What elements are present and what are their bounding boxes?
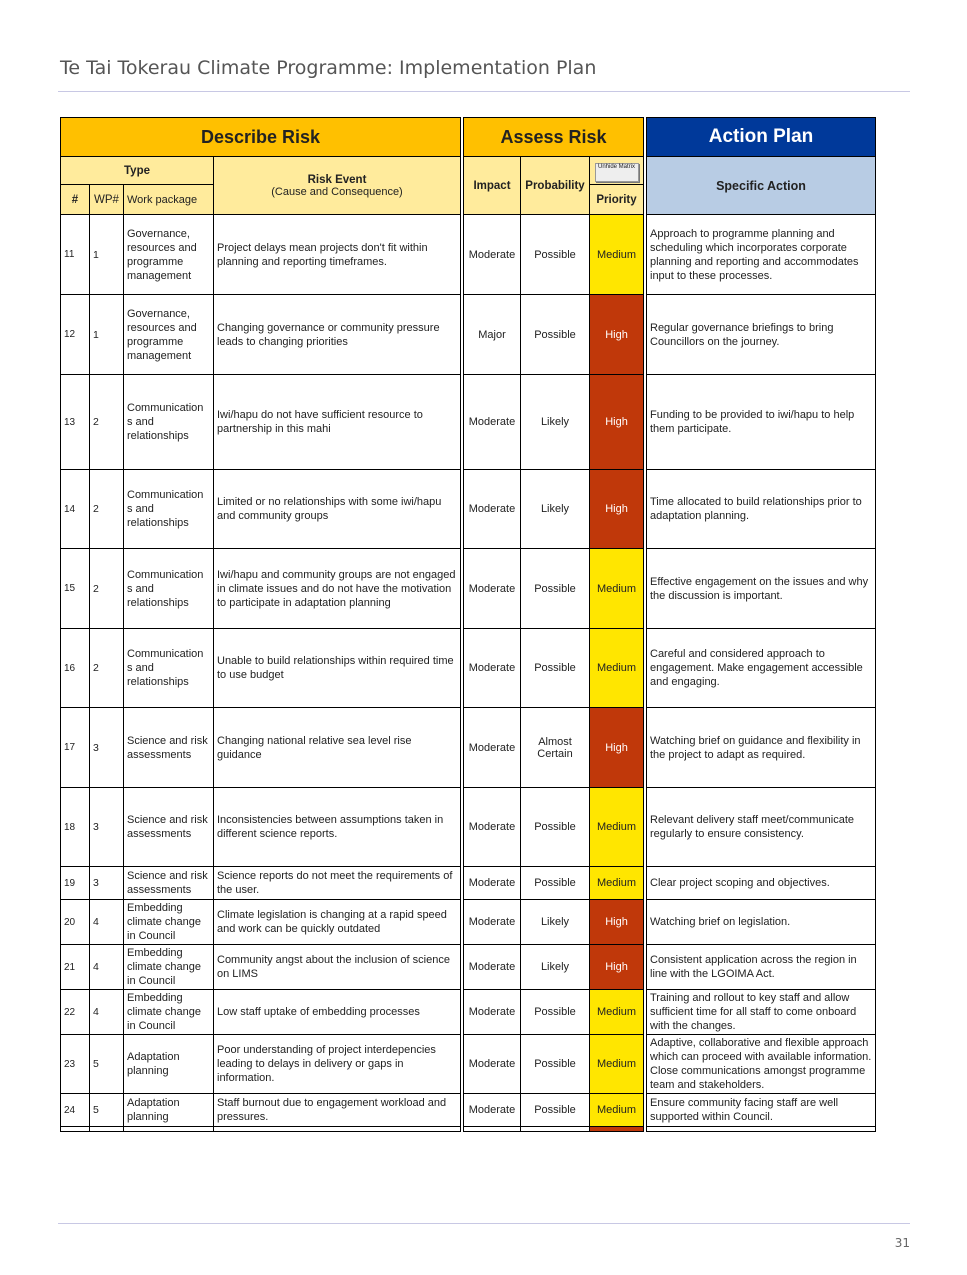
- work-package-number: 3: [90, 708, 124, 788]
- work-package-number: 2: [90, 549, 124, 629]
- priority-value: Medium: [590, 1094, 644, 1127]
- specific-action: Ensure community facing staff are well supported within Council.: [647, 1094, 876, 1127]
- specific-action: Adaptive, collaborative and flexible approach which can proceed with available information. Close communications amongst programme team and stakeholders.: [647, 1035, 876, 1094]
- probability-value: Possible: [521, 549, 590, 629]
- probability-value: Possible: [521, 295, 590, 375]
- assess-risk-band: Assess Risk: [464, 118, 644, 157]
- impact-value: Moderate: [464, 1094, 521, 1127]
- work-package-header: Work package: [124, 185, 214, 215]
- risk-row: [61, 990, 876, 1035]
- probability-value: Possible: [521, 788, 590, 867]
- risk-row: [61, 470, 876, 549]
- risk-row: [61, 549, 876, 629]
- risk-number: 23: [61, 1035, 90, 1094]
- specific-action-header: Specific Action: [647, 157, 876, 215]
- risk-number: 18: [61, 788, 90, 867]
- risk-event: Climate legislation is changing at a rapid speed and work can be quickly outdated: [214, 900, 461, 945]
- work-package-name: Science and risk assessments: [124, 867, 214, 900]
- risk-row: [61, 788, 876, 867]
- work-package-name: Science and risk assessments: [124, 708, 214, 788]
- specific-action: Relevant delivery staff meet/communicate regularly to ensure consistency.: [647, 788, 876, 867]
- risk-event: Changing governance or community pressure leads to changing priorities: [214, 295, 461, 375]
- work-package-name: Communication s and relationships: [124, 549, 214, 629]
- risk-event: Iwi/hapu and community groups are not engaged in climate issues and do not have the motivation to participate in adaptation planning: [214, 549, 461, 629]
- impact-value: Moderate: [464, 629, 521, 708]
- risk-row: [61, 629, 876, 708]
- work-package-number: 4: [90, 900, 124, 945]
- probability-value: Possible: [521, 1035, 590, 1094]
- work-package-number: 1: [90, 215, 124, 295]
- impact-value: Moderate: [464, 867, 521, 900]
- risk-event: Project delays mean projects don't fit within planning and reporting timeframes.: [214, 215, 461, 295]
- impact-value: Moderate: [464, 708, 521, 788]
- risk-number: 12: [61, 295, 90, 375]
- risk-event-subtitle: (Cause and Consequence): [271, 185, 403, 198]
- matrix-header: [590, 157, 644, 185]
- table-end-cell: [521, 1127, 590, 1132]
- table-end-cell: [61, 1127, 90, 1132]
- table-end-cell: [214, 1127, 461, 1132]
- header-rule: [58, 91, 910, 92]
- table-end-cell: [90, 1127, 124, 1132]
- impact-value: Moderate: [464, 900, 521, 945]
- risk-number: 21: [61, 945, 90, 990]
- specific-action: Careful and considered approach to engagement. Make engagement accessible and engaging.: [647, 629, 876, 708]
- specific-action: Regular governance briefings to bring Councillors on the journey.: [647, 295, 876, 375]
- risk-register-table: [60, 117, 876, 1132]
- priority-header: Priority: [590, 185, 644, 215]
- risk-number: 22: [61, 990, 90, 1035]
- risk-event: Low staff uptake of embedding processes: [214, 990, 461, 1035]
- risk-number: 11: [61, 215, 90, 295]
- probability-value: Possible: [521, 867, 590, 900]
- risk-event: Unable to build relationships within required time to use budget: [214, 629, 461, 708]
- type-header: Type: [61, 157, 214, 185]
- risk-row: [61, 708, 876, 788]
- work-package-name: Embedding climate change in Council: [124, 990, 214, 1035]
- work-package-number: 5: [90, 1094, 124, 1127]
- work-package-name: Communication s and relationships: [124, 629, 214, 708]
- priority-value: Medium: [590, 215, 644, 295]
- page-number: 31: [894, 1236, 910, 1250]
- priority-value: High: [590, 295, 644, 375]
- probability-value: Possible: [521, 629, 590, 708]
- probability-header: Probability: [521, 157, 590, 215]
- specific-action: Watching brief on legislation.: [647, 900, 876, 945]
- risk-row: [61, 867, 876, 900]
- work-package-name: Embedding climate change in Council: [124, 900, 214, 945]
- work-package-number: 3: [90, 867, 124, 900]
- probability-value: Possible: [521, 990, 590, 1035]
- risk-event: Limited or no relationships with some iwi/hapu and community groups: [214, 470, 461, 549]
- priority-value: Medium: [590, 990, 644, 1035]
- probability-value: Likely: [521, 945, 590, 990]
- action-plan-band: Action Plan: [647, 118, 876, 157]
- impact-value: Moderate: [464, 1035, 521, 1094]
- impact-value: Moderate: [464, 375, 521, 470]
- specific-action: Funding to be provided to iwi/hapu to help them participate.: [647, 375, 876, 470]
- impact-value: Moderate: [464, 470, 521, 549]
- priority-value: Medium: [590, 1035, 644, 1094]
- specific-action: Consistent application across the region in line with the LGOIMA Act.: [647, 945, 876, 990]
- probability-value: Almost Certain: [521, 708, 590, 788]
- work-package-name: Communication s and relationships: [124, 470, 214, 549]
- priority-value: High: [590, 470, 644, 549]
- specific-action: Watching brief on guidance and flexibility in the project to adapt as required.: [647, 708, 876, 788]
- priority-value: High: [590, 375, 644, 470]
- risk-row: [61, 295, 876, 375]
- probability-value: Possible: [521, 215, 590, 295]
- impact-header: Impact: [464, 157, 521, 215]
- impact-value: Moderate: [464, 549, 521, 629]
- impact-value: Moderate: [464, 945, 521, 990]
- risk-event: Changing national relative sea level rise guidance: [214, 708, 461, 788]
- work-package-number: 4: [90, 990, 124, 1035]
- priority-value: High: [590, 708, 644, 788]
- risk-number: 19: [61, 867, 90, 900]
- priority-value: High: [590, 900, 644, 945]
- risk-number: 17: [61, 708, 90, 788]
- specific-action: Time allocated to build relationships prior to adaptation planning.: [647, 470, 876, 549]
- table-end-row: [61, 1127, 876, 1132]
- risk-row: [61, 1035, 876, 1094]
- footer-rule: [58, 1223, 910, 1224]
- work-package-name: Science and risk assessments: [124, 788, 214, 867]
- risk-event: Community angst about the inclusion of science on LIMS: [214, 945, 461, 990]
- risk-row: [61, 900, 876, 945]
- probability-value: Likely: [521, 470, 590, 549]
- document-title: Te Tai Tokerau Climate Programme: Implementation Plan: [60, 57, 597, 79]
- risk-number: 20: [61, 900, 90, 945]
- work-package-number: 2: [90, 375, 124, 470]
- impact-value: Moderate: [464, 788, 521, 867]
- work-package-name: Communication s and relationships: [124, 375, 214, 470]
- risk-number: 24: [61, 1094, 90, 1127]
- specific-action: Approach to programme planning and scheduling which incorporates corporate planning and reporting and accommodates input to these processes.: [647, 215, 876, 295]
- work-package-name: Governance, resources and programme management: [124, 215, 214, 295]
- table-end-cell: [590, 1127, 644, 1132]
- risk-event-header: [214, 157, 461, 215]
- risk-row: [61, 945, 876, 990]
- specific-action: Effective engagement on the issues and why the discussion is important.: [647, 549, 876, 629]
- work-package-number: 3: [90, 788, 124, 867]
- impact-value: Moderate: [464, 990, 521, 1035]
- work-package-number: 5: [90, 1035, 124, 1094]
- priority-value: Medium: [590, 788, 644, 867]
- priority-value: Medium: [590, 867, 644, 900]
- risk-event: Iwi/hapu do not have sufficient resource to partnership in this mahi: [214, 375, 461, 470]
- probability-value: Possible: [521, 1094, 590, 1127]
- risk-number: 13: [61, 375, 90, 470]
- work-package-number: 2: [90, 470, 124, 549]
- risk-event: Poor understanding of project interdepencies leading to delays in delivery or gaps in information.: [214, 1035, 461, 1094]
- describe-risk-band: Describe Risk: [61, 118, 461, 157]
- probability-value: Likely: [521, 900, 590, 945]
- specific-action: Training and rollout to key staff and allow sufficient time for all staff to come onboard with the changes.: [647, 990, 876, 1035]
- risk-event: Science reports do not meet the requirements of the user.: [214, 867, 461, 900]
- impact-value: Moderate: [464, 215, 521, 295]
- priority-value: Medium: [590, 629, 644, 708]
- risk-row: [61, 215, 876, 295]
- priority-value: High: [590, 945, 644, 990]
- risk-row: [61, 1094, 876, 1127]
- risk-rows: [61, 215, 876, 1132]
- risk-row: [61, 375, 876, 470]
- work-package-number: 4: [90, 945, 124, 990]
- number-header: #: [61, 185, 90, 215]
- unhide-matrix-button[interactable]: Unhide Matrix: [595, 163, 639, 182]
- risk-number: 14: [61, 470, 90, 549]
- risk-event-title: Risk Event: [307, 173, 367, 186]
- work-package-number: 1: [90, 295, 124, 375]
- specific-action: Clear project scoping and objectives.: [647, 867, 876, 900]
- risk-event: Staff burnout due to engagement workload and pressures.: [214, 1094, 461, 1127]
- work-package-number: 2: [90, 629, 124, 708]
- work-package-name: Adaptation planning: [124, 1094, 214, 1127]
- table-end-cell: [647, 1127, 876, 1132]
- probability-value: Likely: [521, 375, 590, 470]
- wp-header: WP#: [90, 185, 124, 215]
- table-end-cell: [124, 1127, 214, 1132]
- risk-number: 15: [61, 549, 90, 629]
- work-package-name: Governance, resources and programme management: [124, 295, 214, 375]
- risk-event: Inconsistencies between assumptions taken in different science reports.: [214, 788, 461, 867]
- impact-value: Major: [464, 295, 521, 375]
- table-end-cell: [464, 1127, 521, 1132]
- work-package-name: Adaptation planning: [124, 1035, 214, 1094]
- work-package-name: Embedding climate change in Council: [124, 945, 214, 990]
- priority-value: Medium: [590, 549, 644, 629]
- risk-number: 16: [61, 629, 90, 708]
